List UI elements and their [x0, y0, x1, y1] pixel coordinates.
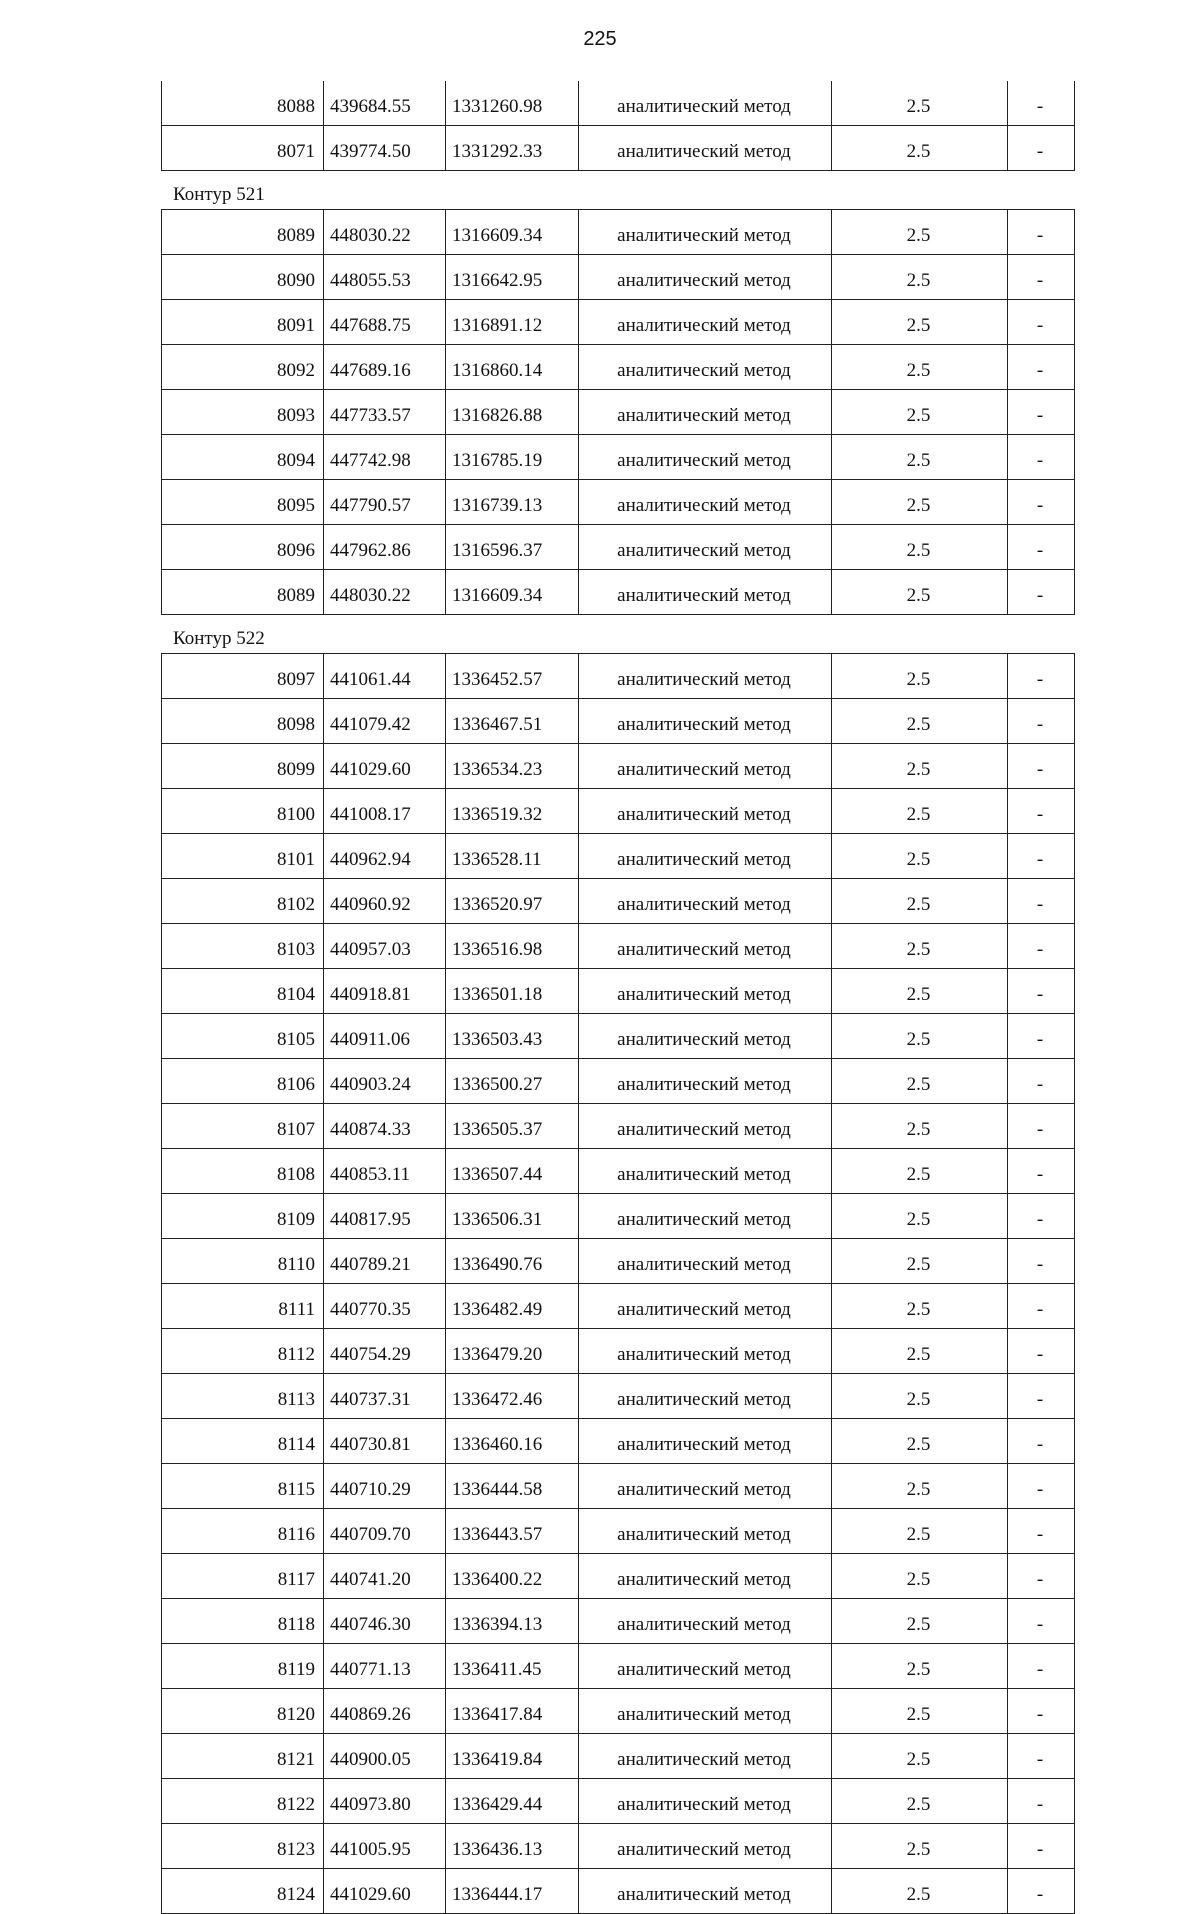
accuracy-cell: 2.5 — [832, 699, 1008, 744]
method-cell: аналитический метод — [579, 300, 832, 345]
y-coordinate-cell: 1336436.13 — [446, 1824, 579, 1869]
accuracy-cell: 2.5 — [832, 1644, 1008, 1689]
y-coordinate-cell: 1336500.27 — [446, 1059, 579, 1104]
y-coordinate-cell: 1316642.95 — [446, 255, 579, 300]
point-number-cell: 8117 — [162, 1554, 324, 1599]
note-cell: - — [1008, 210, 1075, 255]
y-coordinate-cell: 1316739.13 — [446, 480, 579, 525]
accuracy-cell: 2.5 — [832, 1509, 1008, 1554]
x-coordinate-cell: 440709.70 — [324, 1509, 446, 1554]
point-number-cell: 8094 — [162, 435, 324, 480]
point-number-cell: 8122 — [162, 1779, 324, 1824]
note-cell: - — [1008, 1644, 1075, 1689]
accuracy-cell: 2.5 — [832, 1734, 1008, 1779]
point-number-cell: 8124 — [162, 1869, 324, 1914]
note-cell: - — [1008, 1239, 1075, 1284]
method-cell: аналитический метод — [579, 744, 832, 789]
table-row — [162, 1869, 1075, 1914]
table-row — [162, 1464, 1075, 1509]
x-coordinate-cell: 440754.29 — [324, 1329, 446, 1374]
point-number-cell: 8111 — [162, 1284, 324, 1329]
point-number-cell: 8092 — [162, 345, 324, 390]
point-number-cell: 8090 — [162, 255, 324, 300]
accuracy-cell: 2.5 — [832, 1059, 1008, 1104]
x-coordinate-cell: 448030.22 — [324, 570, 446, 615]
y-coordinate-cell: 1336506.31 — [446, 1194, 579, 1239]
y-coordinate-cell: 1331260.98 — [446, 81, 579, 126]
x-coordinate-cell: 441005.95 — [324, 1824, 446, 1869]
table-row — [162, 300, 1075, 345]
note-cell: - — [1008, 525, 1075, 570]
accuracy-cell: 2.5 — [832, 924, 1008, 969]
method-cell: аналитический метод — [579, 570, 832, 615]
accuracy-cell: 2.5 — [832, 1014, 1008, 1059]
table-row — [162, 1284, 1075, 1329]
note-cell: - — [1008, 924, 1075, 969]
table-row — [162, 390, 1075, 435]
method-cell: аналитический метод — [579, 210, 832, 255]
note-cell: - — [1008, 789, 1075, 834]
table-row — [162, 1014, 1075, 1059]
method-cell: аналитический метод — [579, 81, 832, 126]
table-row — [162, 1329, 1075, 1374]
x-coordinate-cell: 447790.57 — [324, 480, 446, 525]
method-cell: аналитический метод — [579, 525, 832, 570]
x-coordinate-cell: 440900.05 — [324, 1734, 446, 1779]
note-cell: - — [1008, 1329, 1075, 1374]
x-coordinate-cell: 441079.42 — [324, 699, 446, 744]
method-cell: аналитический метод — [579, 255, 832, 300]
point-number-cell: 8105 — [162, 1014, 324, 1059]
y-coordinate-cell: 1336417.84 — [446, 1689, 579, 1734]
point-number-cell: 8112 — [162, 1329, 324, 1374]
y-coordinate-cell: 1336534.23 — [446, 744, 579, 789]
table-row — [162, 126, 1075, 171]
note-cell: - — [1008, 879, 1075, 924]
y-coordinate-cell: 1336460.16 — [446, 1419, 579, 1464]
y-coordinate-cell: 1336443.57 — [446, 1509, 579, 1554]
y-coordinate-cell: 1336482.49 — [446, 1284, 579, 1329]
page-number: 225 — [583, 28, 617, 50]
note-cell: - — [1008, 390, 1075, 435]
x-coordinate-cell: 440957.03 — [324, 924, 446, 969]
method-cell: аналитический метод — [579, 1014, 832, 1059]
x-coordinate-cell: 439684.55 — [324, 81, 446, 126]
method-cell: аналитический метод — [579, 1419, 832, 1464]
y-coordinate-cell: 1316609.34 — [446, 570, 579, 615]
y-coordinate-cell: 1336519.32 — [446, 789, 579, 834]
y-coordinate-cell: 1316609.34 — [446, 210, 579, 255]
y-coordinate-cell: 1336528.11 — [446, 834, 579, 879]
method-cell: аналитический метод — [579, 1824, 832, 1869]
accuracy-cell: 2.5 — [832, 1104, 1008, 1149]
table-row — [162, 1599, 1075, 1644]
point-number-cell: 8089 — [162, 570, 324, 615]
y-coordinate-cell: 1336444.58 — [446, 1464, 579, 1509]
method-cell: аналитический метод — [579, 126, 832, 171]
note-cell: - — [1008, 1599, 1075, 1644]
table-row — [162, 480, 1075, 525]
note-cell: - — [1008, 969, 1075, 1014]
x-coordinate-cell: 447688.75 — [324, 300, 446, 345]
table-row — [162, 1824, 1075, 1869]
method-cell: аналитический метод — [579, 1104, 832, 1149]
table-row — [162, 1734, 1075, 1779]
accuracy-cell: 2.5 — [832, 744, 1008, 789]
method-cell: аналитический метод — [579, 1284, 832, 1329]
method-cell: аналитический метод — [579, 1689, 832, 1734]
method-cell: аналитический метод — [579, 924, 832, 969]
point-number-cell: 8109 — [162, 1194, 324, 1239]
method-cell: аналитический метод — [579, 1149, 832, 1194]
note-cell: - — [1008, 1554, 1075, 1599]
table-row — [162, 1509, 1075, 1554]
y-coordinate-cell: 1336507.44 — [446, 1149, 579, 1194]
y-coordinate-cell: 1336503.43 — [446, 1014, 579, 1059]
table-row — [162, 654, 1075, 699]
note-cell: - — [1008, 345, 1075, 390]
note-cell: - — [1008, 255, 1075, 300]
x-coordinate-cell: 440918.81 — [324, 969, 446, 1014]
y-coordinate-cell: 1316891.12 — [446, 300, 579, 345]
contour-title: Контур 521 — [173, 184, 265, 205]
method-cell: аналитический метод — [579, 1779, 832, 1824]
note-cell: - — [1008, 1509, 1075, 1554]
accuracy-cell: 2.5 — [832, 480, 1008, 525]
method-cell: аналитический метод — [579, 834, 832, 879]
accuracy-cell: 2.5 — [832, 570, 1008, 615]
table-row — [162, 1689, 1075, 1734]
note-cell: - — [1008, 1194, 1075, 1239]
method-cell: аналитический метод — [579, 345, 832, 390]
method-cell: аналитический метод — [579, 1194, 832, 1239]
y-coordinate-cell: 1336505.37 — [446, 1104, 579, 1149]
note-cell: - — [1008, 1059, 1075, 1104]
point-number-cell: 8119 — [162, 1644, 324, 1689]
method-cell: аналитический метод — [579, 789, 832, 834]
note-cell: - — [1008, 834, 1075, 879]
x-coordinate-cell: 440741.20 — [324, 1554, 446, 1599]
x-coordinate-cell: 440770.35 — [324, 1284, 446, 1329]
accuracy-cell: 2.5 — [832, 1869, 1008, 1914]
point-number-cell: 8107 — [162, 1104, 324, 1149]
method-cell: аналитический метод — [579, 699, 832, 744]
note-cell: - — [1008, 1824, 1075, 1869]
x-coordinate-cell: 440817.95 — [324, 1194, 446, 1239]
note-cell: - — [1008, 1869, 1075, 1914]
note-cell: - — [1008, 1464, 1075, 1509]
y-coordinate-cell: 1316785.19 — [446, 435, 579, 480]
table-row — [162, 924, 1075, 969]
point-number-cell: 8101 — [162, 834, 324, 879]
table-row — [162, 699, 1075, 744]
x-coordinate-cell: 447742.98 — [324, 435, 446, 480]
table-row — [162, 81, 1075, 126]
accuracy-cell: 2.5 — [832, 345, 1008, 390]
x-coordinate-cell: 441029.60 — [324, 744, 446, 789]
note-cell: - — [1008, 1419, 1075, 1464]
point-number-cell: 8106 — [162, 1059, 324, 1104]
accuracy-cell: 2.5 — [832, 1824, 1008, 1869]
point-number-cell: 8099 — [162, 744, 324, 789]
table-row — [162, 1104, 1075, 1149]
table-row — [162, 1554, 1075, 1599]
point-number-cell: 8110 — [162, 1239, 324, 1284]
coordinates-document — [161, 81, 1075, 1914]
x-coordinate-cell: 440730.81 — [324, 1419, 446, 1464]
x-coordinate-cell: 440911.06 — [324, 1014, 446, 1059]
point-number-cell: 8089 — [162, 210, 324, 255]
point-number-cell: 8113 — [162, 1374, 324, 1419]
y-coordinate-cell: 1336429.44 — [446, 1779, 579, 1824]
method-cell: аналитический метод — [579, 480, 832, 525]
method-cell: аналитический метод — [579, 1734, 832, 1779]
accuracy-cell: 2.5 — [832, 1284, 1008, 1329]
note-cell: - — [1008, 435, 1075, 480]
point-number-cell: 8097 — [162, 654, 324, 699]
method-cell: аналитический метод — [579, 969, 832, 1014]
table-row — [162, 570, 1075, 615]
table-row — [162, 1644, 1075, 1689]
note-cell: - — [1008, 81, 1075, 126]
table-row — [162, 1779, 1075, 1824]
x-coordinate-cell: 441061.44 — [324, 654, 446, 699]
note-cell: - — [1008, 1734, 1075, 1779]
y-coordinate-cell: 1316860.14 — [446, 345, 579, 390]
table-row — [162, 1239, 1075, 1284]
x-coordinate-cell: 440737.31 — [324, 1374, 446, 1419]
x-coordinate-cell: 440853.11 — [324, 1149, 446, 1194]
x-coordinate-cell: 448055.53 — [324, 255, 446, 300]
note-cell: - — [1008, 1149, 1075, 1194]
y-coordinate-cell: 1336479.20 — [446, 1329, 579, 1374]
table-row — [162, 255, 1075, 300]
accuracy-cell: 2.5 — [832, 1239, 1008, 1284]
table-row — [162, 744, 1075, 789]
note-cell: - — [1008, 1104, 1075, 1149]
table-row — [162, 1059, 1075, 1104]
method-cell: аналитический метод — [579, 435, 832, 480]
x-coordinate-cell: 440874.33 — [324, 1104, 446, 1149]
y-coordinate-cell: 1336467.51 — [446, 699, 579, 744]
table-row — [162, 969, 1075, 1014]
y-coordinate-cell: 1336419.84 — [446, 1734, 579, 1779]
accuracy-cell: 2.5 — [832, 1599, 1008, 1644]
accuracy-cell: 2.5 — [832, 654, 1008, 699]
method-cell: аналитический метод — [579, 390, 832, 435]
point-number-cell: 8098 — [162, 699, 324, 744]
point-number-cell: 8123 — [162, 1824, 324, 1869]
accuracy-cell: 2.5 — [832, 300, 1008, 345]
point-number-cell: 8115 — [162, 1464, 324, 1509]
y-coordinate-cell: 1336400.22 — [446, 1554, 579, 1599]
point-number-cell: 8071 — [162, 126, 324, 171]
x-coordinate-cell: 440746.30 — [324, 1599, 446, 1644]
point-number-cell: 8114 — [162, 1419, 324, 1464]
table-row — [162, 879, 1075, 924]
note-cell: - — [1008, 1014, 1075, 1059]
accuracy-cell: 2.5 — [832, 435, 1008, 480]
table-row — [162, 525, 1075, 570]
x-coordinate-cell: 447733.57 — [324, 390, 446, 435]
y-coordinate-cell: 1336516.98 — [446, 924, 579, 969]
method-cell: аналитический метод — [579, 1599, 832, 1644]
point-number-cell: 8118 — [162, 1599, 324, 1644]
point-number-cell: 8096 — [162, 525, 324, 570]
accuracy-cell: 2.5 — [832, 834, 1008, 879]
table-row — [162, 210, 1075, 255]
table-row — [162, 1149, 1075, 1194]
note-cell: - — [1008, 126, 1075, 171]
note-cell: - — [1008, 699, 1075, 744]
point-number-cell: 8102 — [162, 879, 324, 924]
note-cell: - — [1008, 654, 1075, 699]
accuracy-cell: 2.5 — [832, 255, 1008, 300]
accuracy-cell: 2.5 — [832, 525, 1008, 570]
accuracy-cell: 2.5 — [832, 1464, 1008, 1509]
x-coordinate-cell: 441008.17 — [324, 789, 446, 834]
x-coordinate-cell: 440710.29 — [324, 1464, 446, 1509]
note-cell: - — [1008, 570, 1075, 615]
x-coordinate-cell: 447962.86 — [324, 525, 446, 570]
note-cell: - — [1008, 300, 1075, 345]
point-number-cell: 8088 — [162, 81, 324, 126]
method-cell: аналитический метод — [579, 879, 832, 924]
x-coordinate-cell: 440973.80 — [324, 1779, 446, 1824]
x-coordinate-cell: 441029.60 — [324, 1869, 446, 1914]
accuracy-cell: 2.5 — [832, 81, 1008, 126]
table-row — [162, 1374, 1075, 1419]
accuracy-cell: 2.5 — [832, 1374, 1008, 1419]
method-cell: аналитический метод — [579, 1644, 832, 1689]
accuracy-cell: 2.5 — [832, 969, 1008, 1014]
table-row — [162, 834, 1075, 879]
y-coordinate-cell: 1316596.37 — [446, 525, 579, 570]
point-number-cell: 8116 — [162, 1509, 324, 1554]
table-row — [162, 435, 1075, 480]
y-coordinate-cell: 1316826.88 — [446, 390, 579, 435]
method-cell: аналитический метод — [579, 1554, 832, 1599]
x-coordinate-cell: 447689.16 — [324, 345, 446, 390]
x-coordinate-cell: 440960.92 — [324, 879, 446, 924]
x-coordinate-cell: 440789.21 — [324, 1239, 446, 1284]
accuracy-cell: 2.5 — [832, 1194, 1008, 1239]
accuracy-cell: 2.5 — [832, 390, 1008, 435]
method-cell: аналитический метод — [579, 1329, 832, 1374]
note-cell: - — [1008, 480, 1075, 525]
table-row — [162, 1419, 1075, 1464]
accuracy-cell: 2.5 — [832, 210, 1008, 255]
y-coordinate-cell: 1336444.17 — [446, 1869, 579, 1914]
accuracy-cell: 2.5 — [832, 1329, 1008, 1374]
accuracy-cell: 2.5 — [832, 789, 1008, 834]
y-coordinate-cell: 1336452.57 — [446, 654, 579, 699]
note-cell: - — [1008, 1689, 1075, 1734]
point-number-cell: 8095 — [162, 480, 324, 525]
y-coordinate-cell: 1336501.18 — [446, 969, 579, 1014]
x-coordinate-cell: 440903.24 — [324, 1059, 446, 1104]
table-row — [162, 345, 1075, 390]
accuracy-cell: 2.5 — [832, 1149, 1008, 1194]
contour-title: Контур 522 — [173, 628, 265, 649]
method-cell: аналитический метод — [579, 1869, 832, 1914]
table-row — [162, 1194, 1075, 1239]
y-coordinate-cell: 1336394.13 — [446, 1599, 579, 1644]
coordinates-table — [161, 81, 1075, 171]
point-number-cell: 8100 — [162, 789, 324, 834]
method-cell: аналитический метод — [579, 1059, 832, 1104]
method-cell: аналитический метод — [579, 1239, 832, 1284]
x-coordinate-cell: 440962.94 — [324, 834, 446, 879]
x-coordinate-cell: 440869.26 — [324, 1689, 446, 1734]
method-cell: аналитический метод — [579, 1509, 832, 1554]
accuracy-cell: 2.5 — [832, 1554, 1008, 1599]
accuracy-cell: 2.5 — [832, 1689, 1008, 1734]
accuracy-cell: 2.5 — [832, 879, 1008, 924]
x-coordinate-cell: 440771.13 — [324, 1644, 446, 1689]
accuracy-cell: 2.5 — [832, 1419, 1008, 1464]
note-cell: - — [1008, 1284, 1075, 1329]
y-coordinate-cell: 1336490.76 — [446, 1239, 579, 1284]
note-cell: - — [1008, 744, 1075, 789]
coordinates-table — [161, 209, 1075, 615]
y-coordinate-cell: 1336472.46 — [446, 1374, 579, 1419]
x-coordinate-cell: 439774.50 — [324, 126, 446, 171]
point-number-cell: 8103 — [162, 924, 324, 969]
method-cell: аналитический метод — [579, 654, 832, 699]
point-number-cell: 8120 — [162, 1689, 324, 1734]
accuracy-cell: 2.5 — [832, 1779, 1008, 1824]
note-cell: - — [1008, 1779, 1075, 1824]
x-coordinate-cell: 448030.22 — [324, 210, 446, 255]
method-cell: аналитический метод — [579, 1464, 832, 1509]
table-row — [162, 789, 1075, 834]
point-number-cell: 8093 — [162, 390, 324, 435]
coordinates-table — [161, 653, 1075, 1914]
point-number-cell: 8108 — [162, 1149, 324, 1194]
y-coordinate-cell: 1331292.33 — [446, 126, 579, 171]
point-number-cell: 8104 — [162, 969, 324, 1014]
method-cell: аналитический метод — [579, 1374, 832, 1419]
y-coordinate-cell: 1336411.45 — [446, 1644, 579, 1689]
point-number-cell: 8091 — [162, 300, 324, 345]
accuracy-cell: 2.5 — [832, 126, 1008, 171]
y-coordinate-cell: 1336520.97 — [446, 879, 579, 924]
note-cell: - — [1008, 1374, 1075, 1419]
point-number-cell: 8121 — [162, 1734, 324, 1779]
